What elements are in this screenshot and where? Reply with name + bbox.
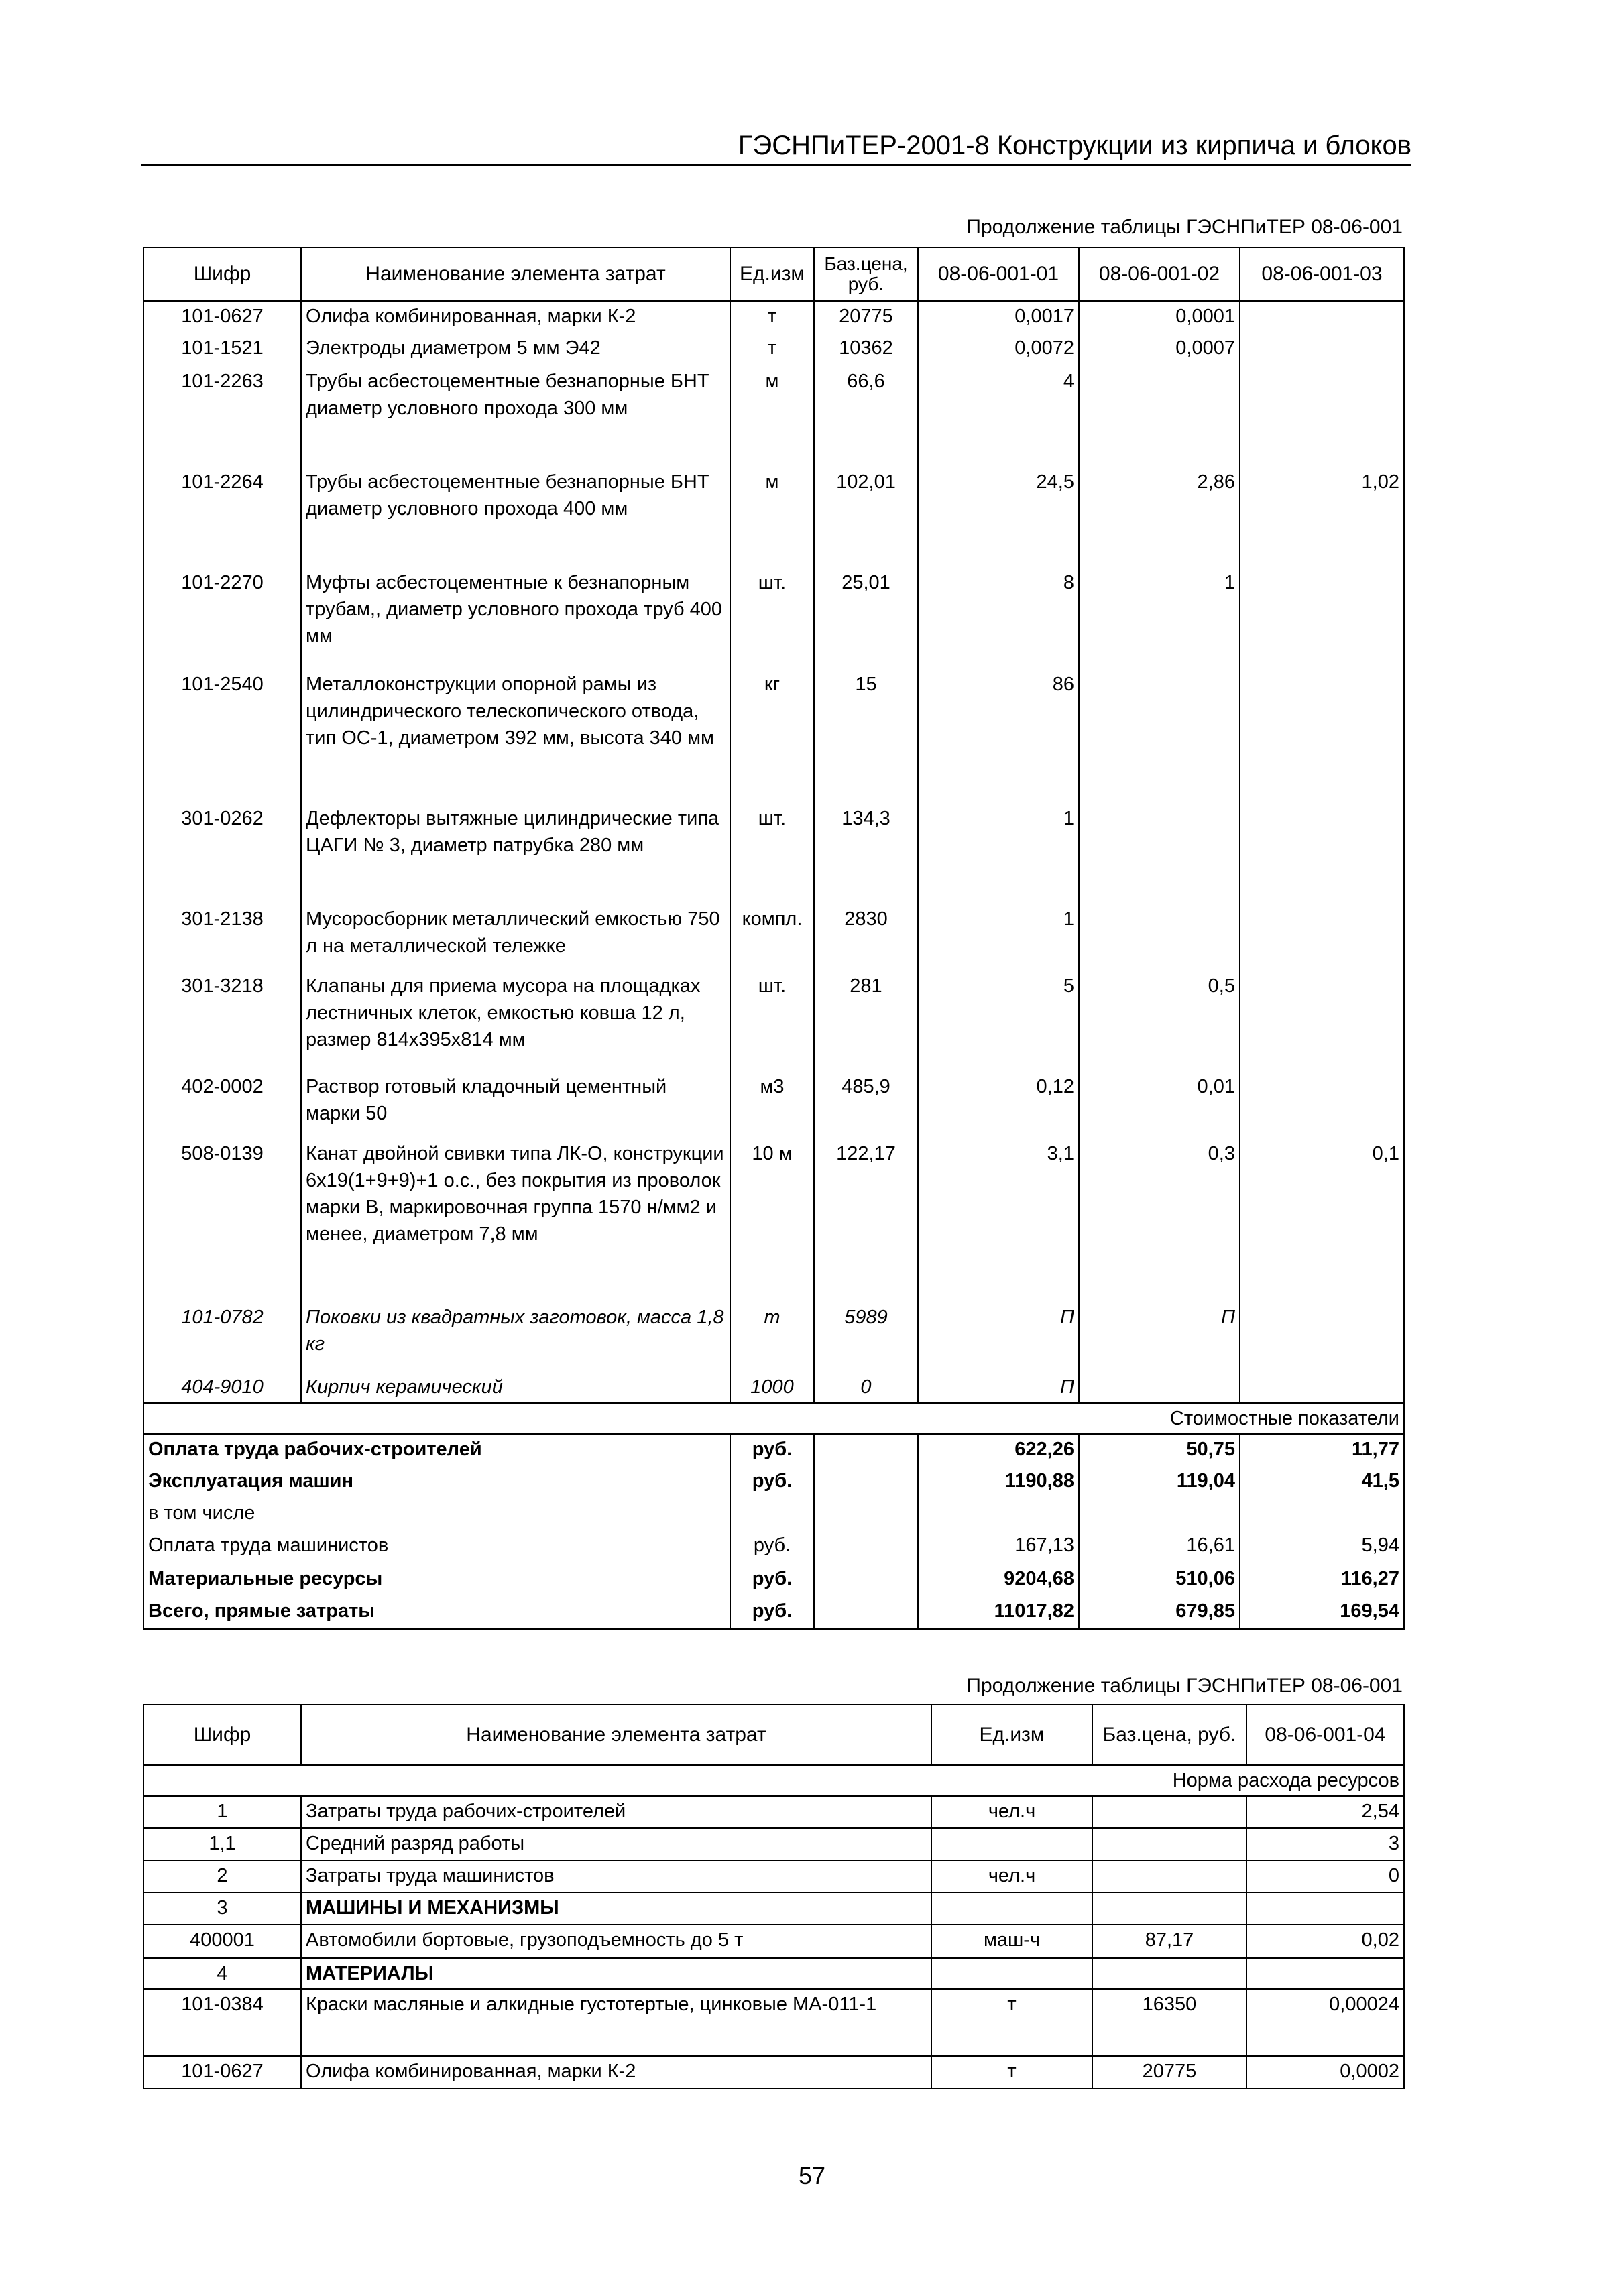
col-header-price: Баз.цена, руб. [814, 247, 918, 301]
totals-price-blank [814, 1498, 918, 1530]
row-name: Затраты труда машинистов [301, 1860, 931, 1892]
row-code: 1 [143, 1796, 301, 1828]
row-code: 101-0782 [143, 1303, 301, 1372]
row-code: 101-0384 [143, 1989, 301, 2056]
row-code: 301-0262 [143, 804, 301, 904]
row-value-04: 3 [1246, 1828, 1404, 1860]
table-row [143, 1925, 1404, 1958]
row-unit: шт. [730, 971, 814, 1072]
totals-label: Оплата труда машинистов [143, 1530, 730, 1564]
table-row [143, 1139, 1404, 1303]
row-code: 101-2540 [143, 670, 301, 804]
row-value-03: 1,02 [1240, 467, 1404, 568]
totals-label: Всего, прямые затраты [143, 1596, 730, 1628]
col-header-price: Баз.цена, руб. [1092, 1705, 1246, 1765]
running-header-title: ГЭСНПиТЕР-2001-8 Конструкции из кирпича и блоков [738, 131, 1411, 160]
row-value-02 [1079, 904, 1240, 971]
table-row [143, 1860, 1404, 1892]
totals-value-02: 679,85 [1079, 1596, 1240, 1628]
row-name: Дефлекторы вытяжные цилиндрические типа ЦАГИ № 3, диаметр патрубка 280 мм [301, 804, 730, 904]
row-value-03 [1240, 971, 1404, 1072]
row-unit: м3 [730, 1072, 814, 1139]
row-value-04: 0,00024 [1246, 1989, 1404, 2056]
totals-label: в том числе [143, 1498, 730, 1530]
row-name: Краски масляные и алкидные густотертые, цинковые МА-011-1 [301, 1989, 931, 2056]
row-price: 87,17 [1092, 1925, 1246, 1958]
totals-row [143, 1434, 1404, 1466]
row-code: 4 [143, 1958, 301, 1989]
row-code: 101-2264 [143, 467, 301, 568]
totals-price-blank [814, 1466, 918, 1498]
row-unit [931, 1958, 1092, 1989]
row-value-03 [1240, 670, 1404, 804]
row-name: Поковки из квадратных заготовок, масса 1,8 кг [301, 1303, 730, 1372]
table-row [143, 333, 1404, 367]
row-section-name: МАШИНЫ И МЕХАНИЗМЫ [301, 1892, 931, 1925]
row-value-02: 0,5 [1079, 971, 1240, 1072]
resource-table-2 [143, 1704, 1405, 2089]
row-code: 508-0139 [143, 1139, 301, 1303]
totals-row [143, 1564, 1404, 1596]
row-name: Средний разряд работы [301, 1828, 931, 1860]
row-value-03 [1240, 1372, 1404, 1403]
row-name: Канат двойной свивки типа ЛК-О, конструкции 6х19(1+9+9)+1 о.с., без покрытия из проволок марки В, маркировочная группа 1570 н/мм2 и менее, диаметром 7,8 мм [301, 1139, 730, 1303]
table2-continuation-caption: Продолжение таблицы ГЭСНПиТЕР 08-06-001 [966, 1675, 1403, 1697]
row-value-02: 0,3 [1079, 1139, 1240, 1303]
row-unit: т [730, 333, 814, 367]
totals-value-01: 167,13 [918, 1530, 1079, 1564]
row-name: Олифа комбинированная, марки К-2 [301, 2056, 931, 2088]
row-value-01: П [918, 1372, 1079, 1403]
row-value-01: 0,12 [918, 1072, 1079, 1139]
row-code: 101-0627 [143, 2056, 301, 2088]
row-price: 66,6 [814, 367, 918, 467]
totals-unit: руб. [730, 1596, 814, 1628]
row-name: Клапаны для приема мусора на площадках лестничных клеток, емкостью ковша 12 л, размер 814х395х814 мм [301, 971, 730, 1072]
row-name: Металлоконструкции опорной рамы из цилиндрического телескопического отвода, тип ОС-1, диаметром 392 мм, высота 340 мм [301, 670, 730, 804]
row-unit: т [931, 1989, 1092, 2056]
totals-value-03: 169,54 [1240, 1596, 1404, 1628]
table-row [143, 467, 1404, 568]
totals-label: Материальные ресурсы [143, 1564, 730, 1596]
row-price [1092, 1796, 1246, 1828]
row-unit: т [730, 1303, 814, 1372]
cost-indicators-label: Стоимостные показатели [143, 1403, 1404, 1434]
row-value-02: 1 [1079, 568, 1240, 670]
totals-unit: руб. [730, 1466, 814, 1498]
row-value-02: 2,86 [1079, 467, 1240, 568]
page-number: 57 [798, 2162, 826, 2189]
col-header-unit: Ед.изм [931, 1705, 1092, 1765]
row-code: 404-9010 [143, 1372, 301, 1403]
totals-value-03: 41,5 [1240, 1466, 1404, 1498]
row-unit: компл. [730, 904, 814, 971]
row-name: Раствор готовый кладочный цементный марки 50 [301, 1072, 730, 1139]
col-header-name: Наименование элемента затрат [301, 1705, 931, 1765]
totals-label: Эксплуатация машин [143, 1466, 730, 1498]
row-code: 301-3218 [143, 971, 301, 1072]
row-value-02: 0,0007 [1079, 333, 1240, 367]
row-section-name: МАТЕРИАЛЫ [301, 1958, 931, 1989]
table-row [143, 2056, 1404, 2088]
totals-value-03: 11,77 [1240, 1434, 1404, 1466]
header-rule [141, 164, 1411, 166]
row-code: 301-2138 [143, 904, 301, 971]
row-value-01: 0,0072 [918, 333, 1079, 367]
totals-unit: руб. [730, 1530, 814, 1564]
row-price: 102,01 [814, 467, 918, 568]
row-unit: м [730, 467, 814, 568]
totals-row [143, 1596, 1404, 1628]
row-value-03 [1240, 904, 1404, 971]
row-unit: шт. [730, 804, 814, 904]
col-header-code: Шифр [143, 1705, 301, 1765]
row-value-03 [1240, 804, 1404, 904]
row-price: 5989 [814, 1303, 918, 1372]
row-code: 1,1 [143, 1828, 301, 1860]
table-row [143, 904, 1404, 971]
totals-price-blank [814, 1434, 918, 1466]
table1-continuation-caption: Продолжение таблицы ГЭСНПиТЕР 08-06-001 [966, 216, 1403, 238]
row-value-02 [1079, 367, 1240, 467]
totals-value-02: 50,75 [1079, 1434, 1240, 1466]
totals-value-01: 11017,82 [918, 1596, 1079, 1628]
row-value-03 [1240, 1303, 1404, 1372]
table-row [143, 367, 1404, 467]
row-value-04: 0 [1246, 1860, 1404, 1892]
row-name: Затраты труда рабочих-строителей [301, 1796, 931, 1828]
totals-price-blank [814, 1564, 918, 1596]
row-code: 402-0002 [143, 1072, 301, 1139]
totals-row [143, 1466, 1404, 1498]
table2-header-row [143, 1705, 1404, 1765]
table-row [143, 1072, 1404, 1139]
table-row [143, 1989, 1404, 2056]
row-name: Мусоросборник металлический емкостью 750 л на металлической тележке [301, 904, 730, 971]
row-price: 281 [814, 971, 918, 1072]
row-unit: шт. [730, 568, 814, 670]
row-price [1092, 1828, 1246, 1860]
row-price: 15 [814, 670, 918, 804]
row-price: 20775 [814, 301, 918, 333]
row-value-04 [1246, 1892, 1404, 1925]
row-value-04 [1246, 1958, 1404, 1989]
row-code: 101-0627 [143, 301, 301, 333]
row-name: Трубы асбестоцементные безнапорные БНТ диаметр условного прохода 400 мм [301, 467, 730, 568]
row-value-02 [1079, 670, 1240, 804]
row-value-02 [1079, 804, 1240, 904]
row-unit: т [730, 301, 814, 333]
table-row [143, 568, 1404, 670]
row-code: 2 [143, 1860, 301, 1892]
totals-unit: руб. [730, 1564, 814, 1596]
totals-price-blank [814, 1596, 918, 1628]
row-value-01: 24,5 [918, 467, 1079, 568]
totals-value-02: 119,04 [1079, 1466, 1240, 1498]
col-header-norm-01: 08-06-001-01 [918, 247, 1079, 301]
resource-table-1 [143, 247, 1405, 1630]
row-code: 101-2270 [143, 568, 301, 670]
row-value-02 [1079, 1372, 1240, 1403]
resource-norm-band [143, 1765, 1404, 1796]
row-unit: т [931, 2056, 1092, 2088]
row-value-03 [1240, 333, 1404, 367]
row-value-01: 1 [918, 904, 1079, 971]
row-value-03 [1240, 1072, 1404, 1139]
row-unit [931, 1828, 1092, 1860]
col-header-unit: Ед.изм [730, 247, 814, 301]
table-row [143, 1892, 1404, 1925]
row-name: Муфты асбестоцементные к безнапорным трубам,, диаметр условного прохода труб 400 мм [301, 568, 730, 670]
table-row [143, 1372, 1404, 1403]
row-value-04: 0,02 [1246, 1925, 1404, 1958]
row-price [1092, 1958, 1246, 1989]
row-value-02: П [1079, 1303, 1240, 1372]
row-unit: маш-ч [931, 1925, 1092, 1958]
row-value-01: 5 [918, 971, 1079, 1072]
totals-unit: руб. [730, 1434, 814, 1466]
row-unit: 1000 [730, 1372, 814, 1403]
row-code: 101-2263 [143, 367, 301, 467]
row-value-01: 3,1 [918, 1139, 1079, 1303]
row-value-02: 0,0001 [1079, 301, 1240, 333]
row-name: Автомобили бортовые, грузоподъемность до 5 т [301, 1925, 931, 1958]
row-price: 16350 [1092, 1989, 1246, 2056]
row-price: 134,3 [814, 804, 918, 904]
totals-unit [730, 1498, 814, 1530]
row-value-04: 2,54 [1246, 1796, 1404, 1828]
row-value-03 [1240, 367, 1404, 467]
table-row [143, 1303, 1404, 1372]
row-name: Электроды диаметром 5 мм Э42 [301, 333, 730, 367]
row-price: 0 [814, 1372, 918, 1403]
table-row [143, 971, 1404, 1072]
table-row [143, 804, 1404, 904]
totals-value-01 [918, 1498, 1079, 1530]
row-value-01: 0,0017 [918, 301, 1079, 333]
running-header [141, 131, 1411, 164]
totals-value-01: 1190,88 [918, 1466, 1079, 1498]
row-value-03 [1240, 568, 1404, 670]
row-value-01: 8 [918, 568, 1079, 670]
table-row [143, 1958, 1404, 1989]
row-value-03: 0,1 [1240, 1139, 1404, 1303]
row-price: 20775 [1092, 2056, 1246, 2088]
row-value-01: 4 [918, 367, 1079, 467]
totals-value-03: 5,94 [1240, 1530, 1404, 1564]
totals-row [143, 1530, 1404, 1564]
col-header-code: Шифр [143, 247, 301, 301]
table-row [143, 301, 1404, 333]
row-price: 2830 [814, 904, 918, 971]
row-code: 101-1521 [143, 333, 301, 367]
row-name: Трубы асбестоцементные безнапорные БНТ диаметр условного прохода 300 мм [301, 367, 730, 467]
row-value-04: 0,0002 [1246, 2056, 1404, 2088]
totals-price-blank [814, 1530, 918, 1564]
row-name: Олифа комбинированная, марки К-2 [301, 301, 730, 333]
resource-norm-label: Норма расхода ресурсов [143, 1765, 1404, 1796]
totals-row [143, 1498, 1404, 1530]
row-name: Кирпич керамический [301, 1372, 730, 1403]
row-code: 3 [143, 1892, 301, 1925]
row-price: 485,9 [814, 1072, 918, 1139]
totals-value-03 [1240, 1498, 1404, 1530]
row-value-01: 1 [918, 804, 1079, 904]
row-price [1092, 1892, 1246, 1925]
cost-indicators-band [143, 1403, 1404, 1434]
row-value-02: 0,01 [1079, 1072, 1240, 1139]
row-unit: 10 м [730, 1139, 814, 1303]
row-unit [931, 1892, 1092, 1925]
totals-value-02: 510,06 [1079, 1564, 1240, 1596]
col-header-norm-03: 08-06-001-03 [1240, 247, 1404, 301]
totals-value-01: 9204,68 [918, 1564, 1079, 1596]
row-unit: чел.ч [931, 1796, 1092, 1828]
col-header-norm-02: 08-06-001-02 [1079, 247, 1240, 301]
totals-value-02: 16,61 [1079, 1530, 1240, 1564]
table-row [143, 1828, 1404, 1860]
row-value-01: 86 [918, 670, 1079, 804]
row-value-03 [1240, 301, 1404, 333]
totals-value-01: 622,26 [918, 1434, 1079, 1466]
table-row [143, 670, 1404, 804]
table-row [143, 1796, 1404, 1828]
row-unit: кг [730, 670, 814, 804]
row-price: 25,01 [814, 568, 918, 670]
row-price: 122,17 [814, 1139, 918, 1303]
totals-value-03: 116,27 [1240, 1564, 1404, 1596]
row-code: 400001 [143, 1925, 301, 1958]
row-price: 10362 [814, 333, 918, 367]
row-unit: чел.ч [931, 1860, 1092, 1892]
row-value-01: П [918, 1303, 1079, 1372]
totals-value-02 [1079, 1498, 1240, 1530]
row-unit: м [730, 367, 814, 467]
table1-header-row [143, 247, 1404, 301]
totals-label: Оплата труда рабочих-строителей [143, 1434, 730, 1466]
col-header-norm-04: 08-06-001-04 [1246, 1705, 1404, 1765]
row-price [1092, 1860, 1246, 1892]
col-header-name: Наименование элемента затрат [301, 247, 730, 301]
